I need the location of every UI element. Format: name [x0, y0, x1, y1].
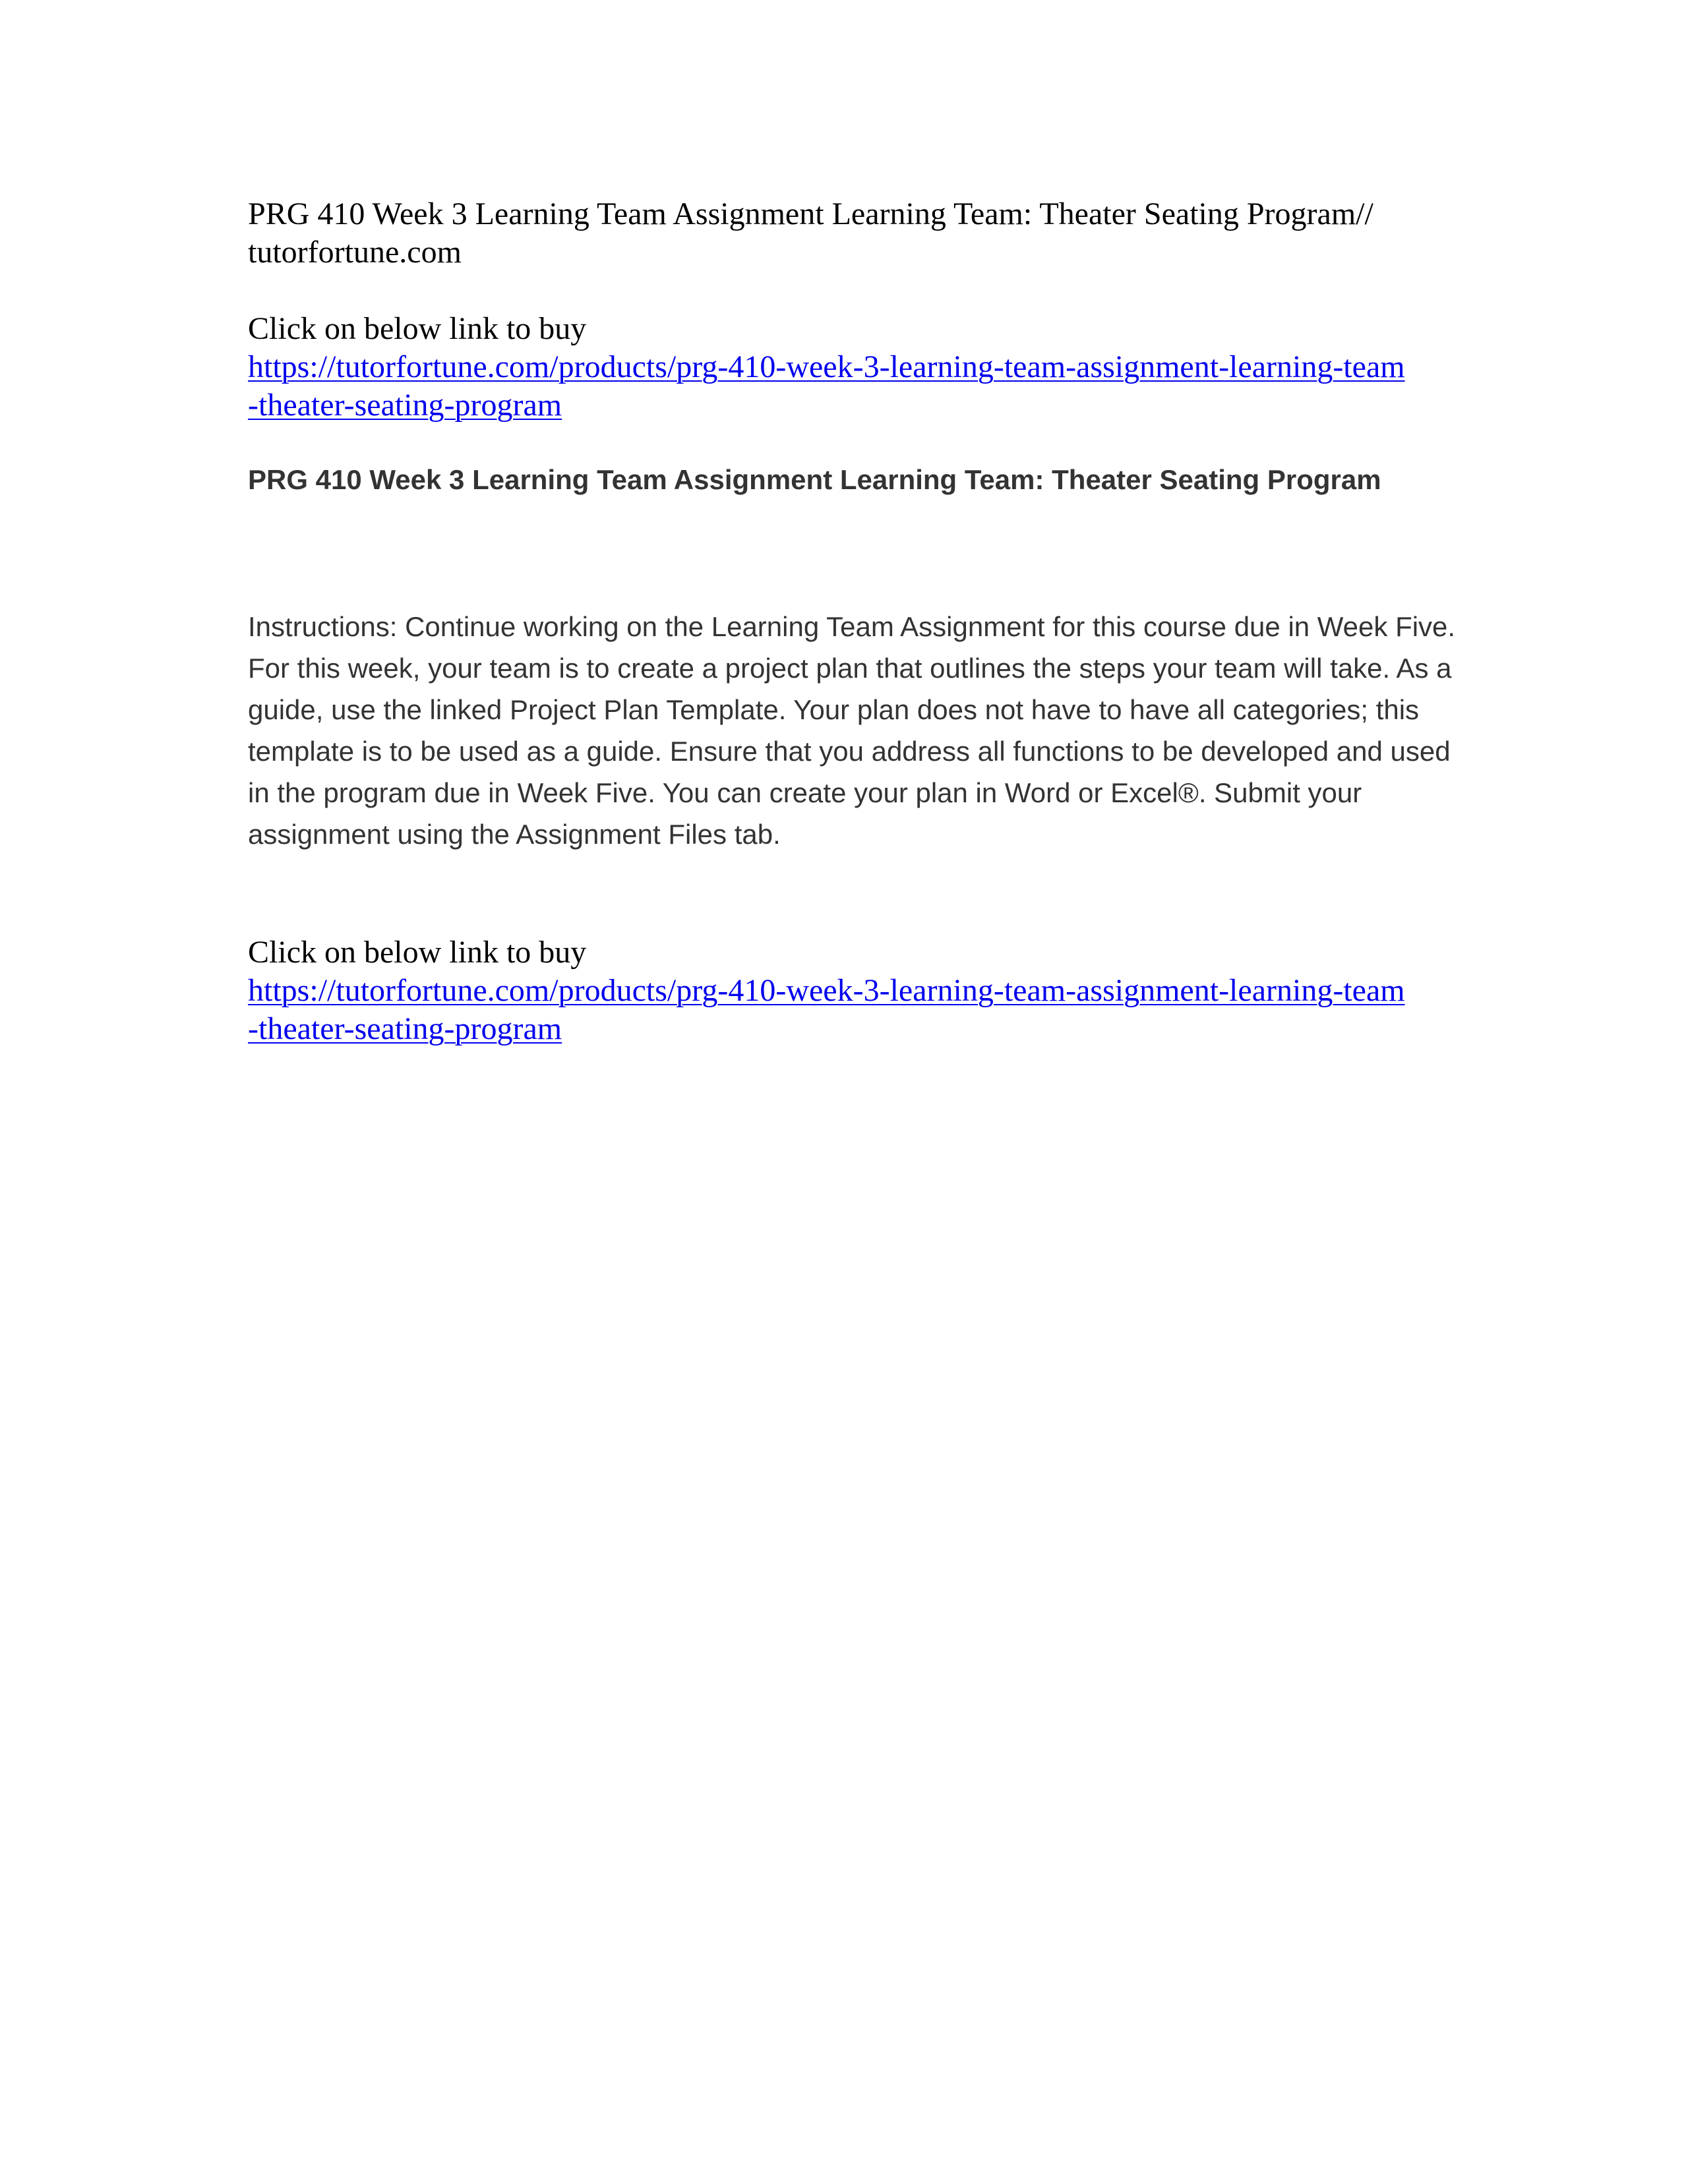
- instructions-paragraph: Instructions: Continue working on the Learning Team Assignment for this course due in Week Five. For this week, your team is to create a project plan that outlines the steps your team will take. As a guide, use the linked Project Plan Template. Your plan does not have to have all categories; this template is to be used as a guide. Ensure that you address all functions to be developed and used in the program due in Week Five. You can create your plan in Word or Excel®. Submit your assignment using the Assignment Files tab.: [248, 611, 1456, 850]
- document-title: PRG 410 Week 3 Learning Team Assignment Learning Team: Theater Seating Program// tutorfortune.com: [248, 196, 1373, 270]
- product-heading: PRG 410 Week 3 Learning Team Assignment Learning Team: Theater Seating Program: [248, 464, 1381, 495]
- buy-link[interactable]: https://tutorfortune.com/products/prg-410-week-3-learning-team-assignment-learning-team-theater-seating-program: [248, 349, 1405, 423]
- buy-link-bottom[interactable]: https://tutorfortune.com/products/prg-410-week-3-learning-team-assignment-learning-team-theater-seating-program: [248, 973, 1405, 1046]
- buy-link-block-bottom: [248, 933, 1461, 1048]
- document-content: [248, 195, 1461, 1048]
- buy-label: Click on below link to buy: [248, 311, 587, 346]
- buy-label-bottom: Click on below link to buy: [248, 935, 587, 970]
- buy-link-block: [248, 310, 1461, 425]
